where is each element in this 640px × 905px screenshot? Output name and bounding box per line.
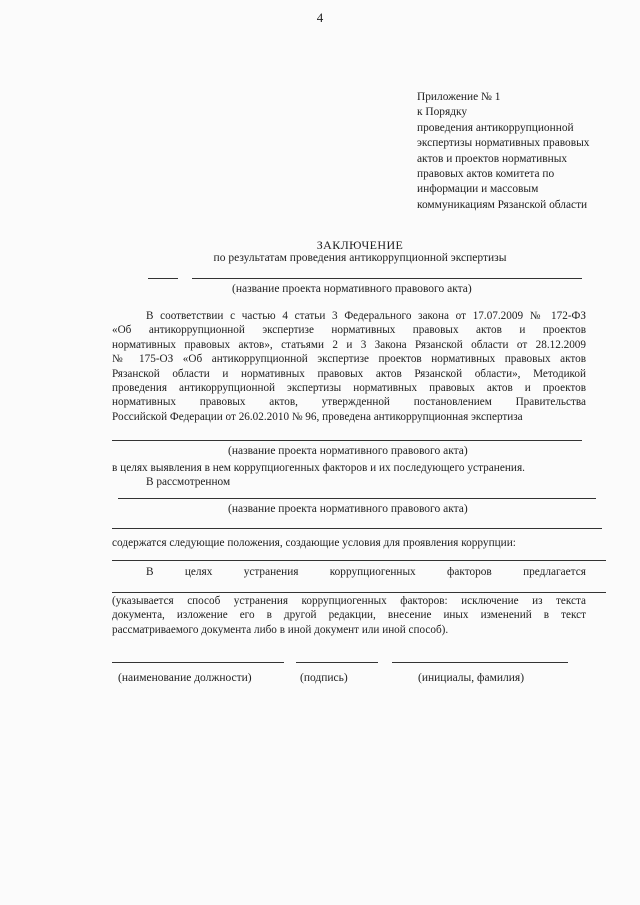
appendix-line: Приложение № 1: [417, 91, 501, 103]
appendix-line: экспертизы нормативных правовых: [417, 137, 590, 150]
appendix-line: коммуникациям Рязанской области: [417, 198, 588, 211]
caption-project-name-3: (название проекта нормативного правового акта): [228, 503, 468, 515]
caption-project-name-2: (название проекта нормативного правового акта): [228, 445, 468, 457]
appendix-line: правовых актов комитета по: [417, 168, 555, 181]
blank-line: [112, 440, 582, 441]
contains-line: содержатся следующие положения, создающие условия для проявления коррупции:: [112, 537, 516, 549]
blank-line: [192, 278, 582, 279]
proposal-line: [112, 566, 586, 578]
appendix-header: [417, 90, 627, 213]
body-line: Российской Федерации от 26.02.2010 № 96, проведена антикоррупционная экспертиза: [112, 410, 523, 423]
proposal-word: В: [146, 566, 154, 578]
appendix-line: информации и массовым: [417, 183, 539, 196]
signature-line: [296, 662, 378, 663]
blank-line: [112, 560, 606, 561]
body-line: «Об антикоррупционной экспертизе нормативных правовых актов и проектов: [112, 324, 586, 337]
blank-line: [112, 528, 602, 529]
document-subtitle: по результатам проведения антикоррупционной экспертизы: [213, 252, 507, 264]
proposal-word: предлагается: [523, 566, 586, 578]
document-title: ЗАКЛЮЧЕНИЕ: [316, 238, 404, 252]
note-line: рассматриваемого документа либо в иной документ или иной способ).: [112, 623, 449, 636]
proposal-word: коррупциогенных: [329, 566, 416, 578]
blank-line: [148, 278, 178, 279]
sig-position-caption: (наименование должности): [118, 672, 252, 684]
note-line: (указывается способ устранения коррупциогенных факторов: исключение из текста: [112, 595, 586, 607]
body-line: Рязанской области и нормативных правовых актов Рязанской области», Методикой: [112, 367, 586, 380]
blank-line: [118, 498, 596, 499]
body-line: В соответствии с частью 4 статьи 3 Федерального закона от 17.07.2009 № 172-ФЗ: [146, 310, 586, 322]
body-paragraph: [112, 309, 586, 424]
body-line: нормативных правовых актов», статьями 2 и 3 Закона Рязанской области от 28.12.2009: [112, 338, 586, 351]
body-line: № 175-ОЗ «Об антикоррупционной экспертизе проектов нормативных правовых актов: [112, 353, 586, 366]
note-line: документа, изложение его в другой редакции, внесение иных изменений в текст: [112, 609, 586, 622]
blank-line: [112, 592, 606, 593]
proposal-word: устранения: [243, 566, 299, 578]
appendix-line: проведения антикоррупционной: [417, 121, 574, 134]
signature-line: [392, 662, 568, 663]
sig-signature-caption: (подпись): [300, 672, 348, 684]
body-line: нормативных правовых актов, утвержденной постановлением Правительства: [112, 396, 586, 409]
body-line: проведения антикоррупционной экспертизы нормативных правовых актов и проектов: [112, 382, 586, 395]
signature-line: [112, 662, 284, 663]
proposal-word: факторов: [447, 566, 492, 578]
sig-name-caption: (инициалы, фамилия): [418, 672, 525, 684]
in-reviewed-label: В рассмотренном: [146, 476, 231, 488]
appendix-line: к Порядку: [417, 106, 468, 119]
proposal-word: целях: [184, 566, 213, 578]
purpose-line: в целях выявления в нем коррупциогенных факторов и их последующего устранения.: [112, 462, 525, 474]
appendix-line: актов и проектов нормативных: [417, 152, 568, 165]
page-number: 4: [316, 10, 324, 25]
caption-project-name: (название проекта нормативного правового акта): [232, 283, 472, 295]
note-paragraph: [112, 594, 586, 637]
